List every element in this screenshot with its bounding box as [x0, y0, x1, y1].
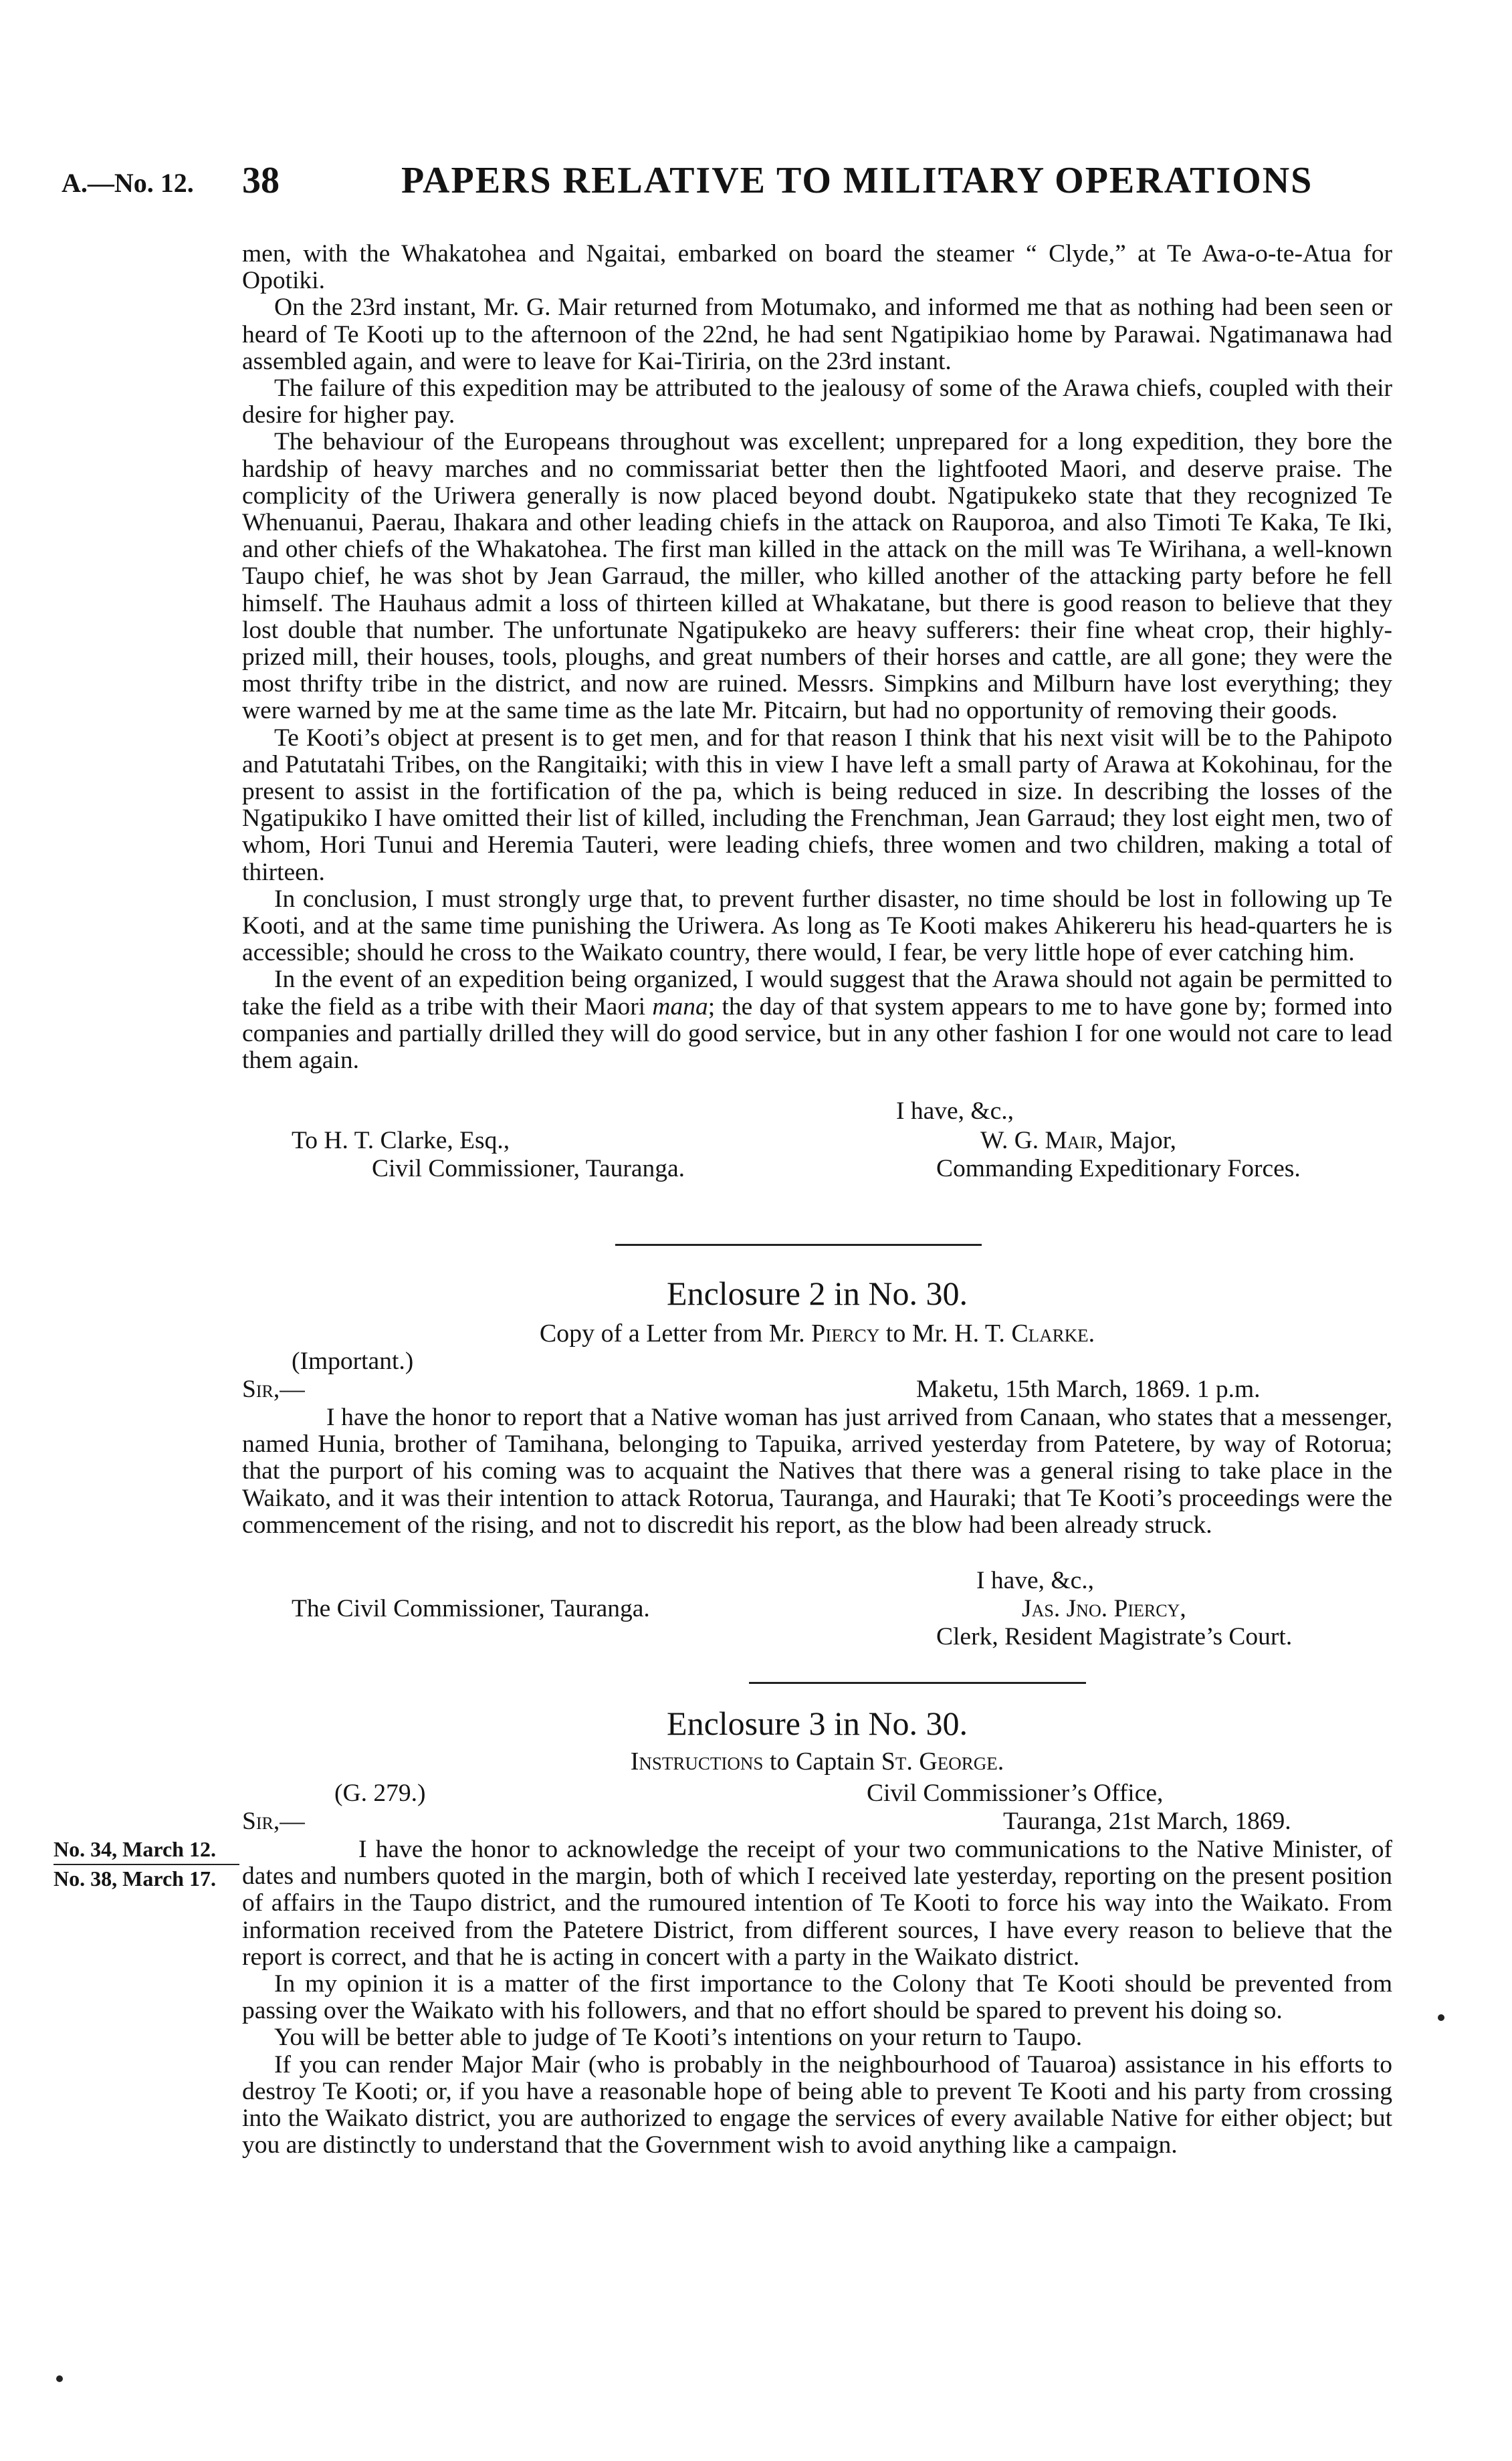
- document-reference: A.—No. 12.: [62, 168, 194, 198]
- salutation: Sir,—: [242, 1376, 305, 1403]
- section-divider: [749, 1682, 1086, 1684]
- running-head: [0, 159, 1512, 206]
- section-divider: [615, 1244, 982, 1246]
- recipient-name: Clarke: [1011, 1319, 1089, 1348]
- paragraph-text: ; the day of that system appears to me to have gone by; formed into companies and partially drilled they will do good service, but in any other fashion I for one would not care to lead them again.: [242, 992, 1393, 1075]
- margin-note: No. 38, March 17.: [53, 1866, 216, 1891]
- signature-name: Mair: [1045, 1127, 1097, 1154]
- subtitle-text: .: [1088, 1319, 1095, 1348]
- paragraph: The behaviour of the Europeans throughout was excellent; unprepared for a long expedition, they bore the hardship of heavy marches and no commissariat better then the lightfooted Maori, and deserve praise. The complicity of the Uriwera generally is now placed beyond doubt. Ngatipukeko state that they recognized Te Whenuanui, Paerau, Ihakara and other leading chiefs in the attack on Rauporoa, and also Timoti Te Kaka, Te Iki, and other chiefs of the Whakatohea. The first man killed in the attack on the mill was Te Wirihana, a well-known Taupo chief, he was shot by Jean Garraud, the miller, who killed another of the attacking party before he fell himself. The Hauhaus admit a loss of thirteen killed at Whakatane, but there is good reason to believe that they lost double that number. The unfortunate Ngatipukeko are heavy sufferers: their fine wheat crop, their highly-prized mill, their houses, tools, ploughs, and great numbers of their horses and cattle, are all gone; they were the most thrifty tribe in the district, and now are ruined. Messrs. Simpkins and Milburn have lost everything; they were warned by me at the same time as the late Mr. Pitcairn, but had no opportunity of removing their goods.: [242, 428, 1392, 725]
- paragraph: If you can render Major Mair (who is probably in the neighbourhood of Tauaroa) assistance in his efforts to destroy Te Kooti; or, if you have a reasonable hope of being able to prevent Te Kooti and his party from crossing into the Waikato district, you are authorized to engage the services of every available Native for either object; but you are distinctly to understand that the Government wish to avoid anything like a campaign.: [242, 2050, 1392, 2159]
- paragraph: In my opinion it is a matter of the first importance to the Colony that Te Kooti should be prevented from passing over the Waikato with his followers, and that no effort should be spared to prevent his doing so.: [242, 1970, 1392, 2025]
- enclosure-heading: Enclosure 2 in No. 30.: [667, 1275, 968, 1312]
- letter-body: [242, 1404, 1392, 1539]
- paragraph: You will be better able to judge of Te Kooti’s intentions on your return to Taupo.: [274, 2024, 1083, 2052]
- paragraph: The failure of this expedition may be attributed to the jealousy of some of the Arawa chiefs, coupled with their desire for higher pay.: [242, 374, 1392, 429]
- closing-phrase: I have, &c.,: [976, 1567, 1094, 1594]
- subtitle-text: to Mr. H. T.: [879, 1319, 1012, 1348]
- salutation: Sir,—: [242, 1808, 305, 1835]
- signature: [980, 1128, 1176, 1154]
- ink-speck: [1438, 2014, 1444, 2021]
- running-title: PAPERS RELATIVE TO MILITARY OPERATIONS: [401, 160, 1313, 201]
- page-number: 38: [242, 160, 280, 201]
- subtitle-text: to Captain: [763, 1747, 881, 1776]
- italic-term: mana: [652, 992, 708, 1021]
- paragraph: I have the honor to acknowledge the receipt of your two communications to the Native Minister, of dates and numbers quoted in the margin, both of which I received late yesterday, reporting on the present position of affairs in the Taupo district, and the rumoured intention of Te Kooti to force his way into the Waikato. From information received from the Patetere District, from different sources, I have every reason to believe that the report is correct, and that he is acting in concert with a party in the Waikato district.: [242, 1836, 1392, 1971]
- paragraph-text: In the event of an expedition being organized, I would suggest that the Arawa should not again be permitted to take the field as a tribe with their Maori: [242, 966, 1392, 1021]
- subtitle-text: .: [997, 1747, 1004, 1776]
- letter-note: (Important.): [292, 1348, 414, 1375]
- paragraph: Te Kooti’s object at present is to get men, and for that reason I think that his next visit will be to the Pahipoto and Patutatahi Tribes, on the Rangitaiki; with this in view I have left a small party of Arawa at Kokohinau, for the present to assist in the fortification of the pa, which is being reduced in size. In describing the losses of the Ngatipukiko I have omitted their list of killed, including the Frenchman, Jean Garraud; they lost eight men, two of whom, Hori Tunui and Heremia Tauteri, were leading chiefs, three women and two children, making a total of thirteen.: [242, 724, 1392, 886]
- addressee-line: Civil Commissioner, Tauranga.: [372, 1155, 685, 1182]
- signature-title: Clerk, Resident Magistrate’s Court.: [936, 1623, 1293, 1650]
- place-date: Maketu, 15th March, 1869. 1 p.m.: [916, 1376, 1261, 1403]
- sender-name: Piercy: [811, 1319, 880, 1348]
- enclosure-subtitle: [242, 1319, 1392, 1348]
- addressee: The Civil Commissioner, Tauranga.: [292, 1595, 650, 1622]
- signature: Jas. Jno. Piercy,: [1022, 1595, 1186, 1622]
- enclosure-subtitle: [242, 1747, 1392, 1776]
- office-line: Civil Commissioner’s Office,: [867, 1780, 1164, 1807]
- letter-reference: (G. 279.): [334, 1780, 426, 1807]
- signature-prefix: W. G.: [980, 1127, 1045, 1154]
- signature-suffix: , Major,: [1097, 1127, 1176, 1154]
- margin-note: No. 34, March 12.: [53, 1837, 216, 1861]
- paragraph: On the 23rd instant, Mr. G. Mair returned from Motumako, and informed me that as nothing had been seen or heard of Te Kooti up to the afternoon of the 22nd, he had sent Ngatipikiao home by Parawai. Ngatimanawa had assembled again, and were to leave for Kai-Tiriria, on the 23rd instant.: [242, 294, 1392, 375]
- paragraph: In conclusion, I must strongly urge that, to prevent further disaster, no time should be lost in following up Te Kooti, and at the same time punishing the Uriwera. As long as Te Kooti makes Ahikereru his head-quarters he is accessible; should he cross to the Waikato country, there would, I fear, be very little hope of ever catching him.: [242, 885, 1392, 967]
- subtitle-text: Instructions: [630, 1747, 764, 1776]
- closing-phrase: I have, &c.,: [896, 1097, 1014, 1125]
- enclosure-heading: Enclosure 3 in No. 30.: [667, 1705, 968, 1742]
- recipient-name: St. George: [881, 1747, 998, 1776]
- subtitle-text: Copy of a Letter from Mr.: [539, 1319, 812, 1348]
- margin-note-rule: [53, 1864, 239, 1865]
- place-date: Tauranga, 21st March, 1869.: [1003, 1808, 1291, 1835]
- letter-body: [242, 1836, 1392, 2159]
- paragraph: I have the honor to report that a Native woman has just arrived from Canaan, who states that a messenger, named Hunia, brother of Tamihana, belonging to Tapuika, arrived yesterday from Patetere, by way of Rotorua; that the purport of his coming was to acquaint the Natives that there was a general rising to take place in the Waikato, and it was their intention to attack Rotorua, Tauranga, and Hauraki; that Te Kooti’s proceedings were the commencement of the rising, and not to discredit his report, as the blow had been already struck.: [242, 1404, 1392, 1539]
- signature-title: Commanding Expeditionary Forces.: [936, 1155, 1301, 1182]
- report-continuation: [242, 241, 1392, 1074]
- addressee-line: To H. T. Clarke, Esq.,: [292, 1127, 510, 1154]
- ink-speck: [56, 2375, 63, 2382]
- paragraph: men, with the Whakatohea and Ngaitai, embarked on board the steamer “ Clyde,” at Te Awa-o-te-Atua for Opotiki.: [242, 240, 1392, 295]
- paragraph: [242, 966, 1392, 1074]
